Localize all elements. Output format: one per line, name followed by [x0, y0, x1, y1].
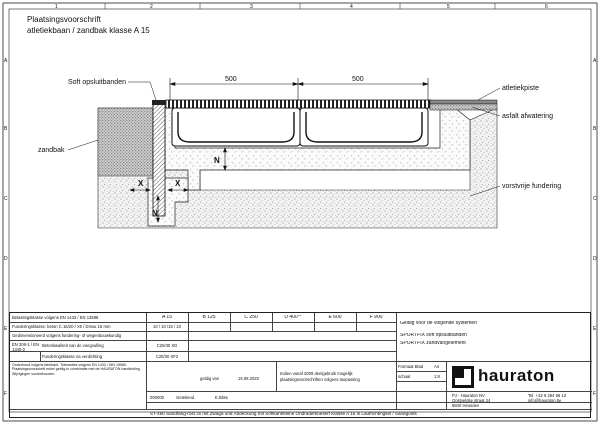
- row4-label: Betonkwaliteit van de voegvulling: [42, 343, 104, 348]
- format-value: A4: [434, 364, 440, 369]
- column-number: 6: [545, 4, 548, 10]
- remark-2: plaatsingsvoorschriften volgens toepassing: [280, 377, 360, 382]
- column-number: 2: [150, 4, 153, 10]
- sandpit-area: [98, 108, 153, 176]
- norm-label: Belastingsklasse volgens EN 1433 / EN 13598: [12, 315, 99, 320]
- class-e600: E 600: [328, 315, 342, 320]
- dimension-n-lower: N: [152, 209, 158, 218]
- row-letter: A: [593, 58, 597, 64]
- row-letter: D: [4, 256, 8, 262]
- title-block: [9, 312, 591, 418]
- related-systems-title: Geldig voor de volgende systemen: [400, 321, 477, 326]
- related-system-2: SPORTFIX zandvangelement: [400, 341, 466, 346]
- label-asfalt-afwatering: asfalt afwatering: [502, 113, 553, 120]
- column-number: 1: [55, 4, 58, 10]
- hauraton-logo-mark: [452, 366, 474, 388]
- class-c250: C 250: [244, 315, 258, 320]
- company-address-3: 9840 Heusden: [452, 403, 480, 408]
- valid-from-date: 15.09.2020: [238, 376, 259, 381]
- row-letter: C: [4, 196, 8, 202]
- company-phone: Tel. +32 9 264 66 13: [528, 393, 567, 398]
- notes-text: Onderhoud volgens fabrikant. Toleranties volgens EN 1433 / DIN 19580. Plaatsingsvoorschrift enkel geldig in combinatie met de HAURATON handleiding. Wijzigingen voorbehouden.: [12, 363, 141, 376]
- class-f900: F 900: [369, 315, 383, 320]
- drainage-channels: [172, 108, 428, 146]
- label-atletiekpiste: atletiekpiste: [502, 85, 539, 92]
- athletics-track-surface: [430, 100, 497, 104]
- row3-label: Gedimensioneerd volgens fundering- of wegenbouwkundig: [12, 333, 122, 338]
- dimension-x-left: X: [138, 179, 144, 188]
- channel-body-right: [300, 108, 428, 146]
- drawing-number: 000000: [150, 395, 164, 400]
- row-letter: B: [593, 126, 597, 132]
- row-letter: E: [593, 326, 597, 332]
- column-number: 3: [250, 4, 253, 10]
- channel-body-left: [172, 108, 300, 146]
- row2-value: 10 / 10 /15 / 10: [153, 324, 181, 329]
- column-number: 4: [350, 4, 353, 10]
- dimension-n-upper: N: [214, 156, 220, 165]
- company-address-1: PJ - Hauraton NV: [452, 393, 485, 398]
- column-number: 5: [447, 4, 450, 10]
- row-letter: E: [4, 326, 8, 332]
- hauraton-logo: [452, 365, 588, 389]
- column-markers: [105, 3, 495, 9]
- dimension-width-2: 500: [352, 76, 364, 83]
- row-letter: A: [4, 58, 8, 64]
- row-letter: D: [593, 256, 597, 262]
- remark-1: Indien vanaf 2009 deelgebruik mogelijk: [280, 371, 353, 376]
- format-label: Formaat Blad: [398, 364, 424, 369]
- label-vorstvrije-fundering: vorstvrije fundering: [502, 183, 562, 190]
- related-system-1: SPORTFIX soft opsluitbanden: [400, 333, 467, 338]
- scale-label: schaal: [398, 374, 411, 379]
- drawing-title-line-1: Plaatsingsvoorschrift: [27, 15, 101, 24]
- bottom-caption: ST-450 Sandfang-rost 2x mit Zwaga und Abdeckung mit Softkantsteine Ondraderkoesert Klasse A 15 in Laufrichtingsel / Sandgoots: [150, 411, 417, 416]
- channel-grate: [166, 100, 430, 108]
- row5-value: C25/30 XF2: [155, 354, 179, 359]
- row4-value: C25/30 XD: [156, 343, 178, 348]
- dimension-lines: [170, 78, 428, 100]
- class-a15: A 15: [161, 315, 172, 320]
- soft-curb-cap: [152, 100, 166, 105]
- row5-label: Funderingsklasse na verdichting: [42, 354, 103, 359]
- drawing-title-line-2: atletiekbaan / zandbak klasse A 15: [27, 26, 150, 35]
- label-zandbak: zandbak: [38, 147, 65, 154]
- company-name: hauraton: [478, 366, 555, 385]
- company-email: info@hauraton.be: [528, 398, 562, 403]
- row-letter: F: [4, 391, 8, 397]
- asphalt-layer: [430, 104, 497, 110]
- drawing-number-label: Getekend: [176, 395, 195, 400]
- class-b125: B 125: [202, 315, 216, 320]
- company-address-2: Oostveldse straat 24: [452, 398, 491, 403]
- scale-value: 1:8: [434, 374, 440, 379]
- label-soft-opsluitbanden: Soft opsluitbanden: [68, 79, 126, 86]
- row4-code: EN 206-1 / EN 1340-2: [12, 342, 39, 352]
- drawn-by: E.Bliss: [215, 395, 228, 400]
- row2-label: Funderingsklasse: beton C 16/20 / X0 / Dmax 16 mm: [12, 324, 111, 329]
- dimension-x-right: X: [175, 179, 181, 188]
- row-letter: F: [593, 391, 597, 397]
- row-letter: C: [593, 196, 597, 202]
- row-letter: B: [4, 126, 8, 132]
- valid-from-label: geldig van: [200, 376, 220, 381]
- class-d400: D 400**: [284, 315, 302, 320]
- dimension-width-1: 500: [225, 76, 237, 83]
